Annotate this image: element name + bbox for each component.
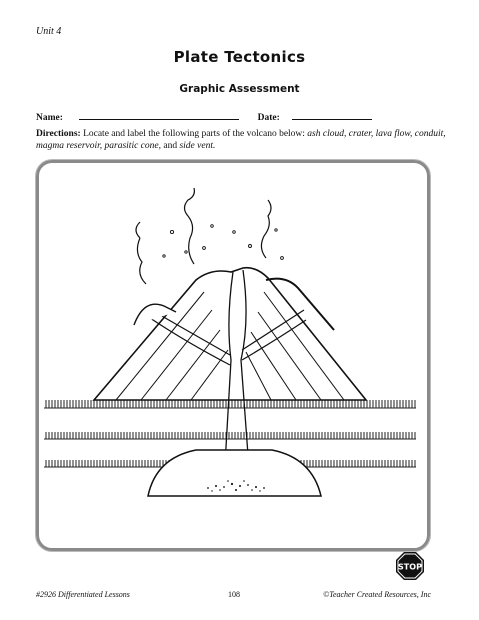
page-number: 108 (228, 590, 240, 599)
magma-reservoir (148, 450, 321, 496)
name-date-row (36, 110, 372, 123)
directions-text: Locate and label the following parts of the volcano below: (83, 129, 305, 139)
directions-terms: ash cloud, crater, lava flow, conduit, magma reservoir, parasitic cone, (36, 129, 446, 151)
ash-cloud (136, 222, 146, 284)
rock-layer (44, 432, 416, 439)
rock-layer (44, 400, 416, 408)
date-field[interactable] (292, 110, 372, 120)
page-subtitle: Graphic Assessment (179, 83, 300, 95)
stop-sign-text: STOP (398, 562, 422, 572)
unit-label: Unit 4 (36, 26, 62, 37)
name-label: Name: (36, 113, 63, 123)
stop-sign-icon (395, 551, 425, 581)
name-field[interactable] (79, 110, 239, 120)
footer-left: #2926 Differentiated Lessons (36, 590, 130, 599)
ash-particles (163, 225, 284, 260)
ash-cloud (185, 188, 195, 264)
directions-label: Directions: (36, 129, 81, 139)
date-label: Date: (257, 113, 280, 123)
directions (36, 128, 446, 152)
footer-right: ©Teacher Created Resources, Inc (323, 590, 431, 599)
directions-last-term: side vent. (179, 141, 216, 151)
volcano-diagram (36, 160, 424, 545)
directions-and: and (163, 141, 178, 151)
ash-cloud (261, 200, 271, 258)
page-title: Plate Tectonics (173, 48, 306, 66)
